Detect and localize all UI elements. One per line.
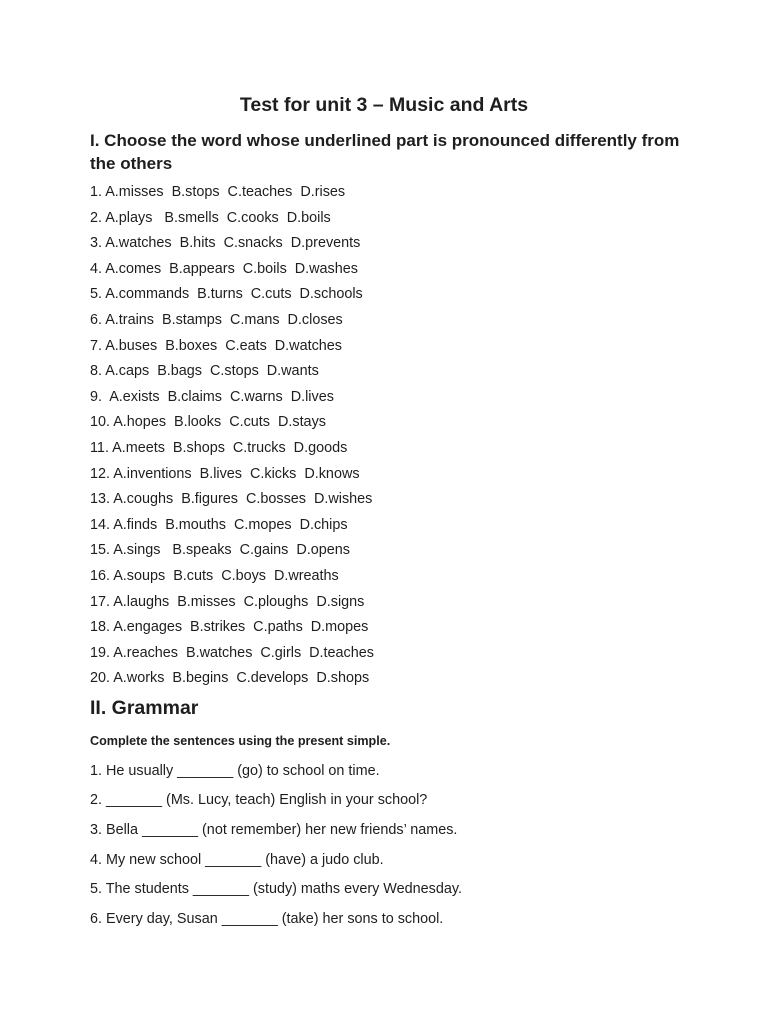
question-item: 12. A.inventions B.lives C.kicks D.knows (90, 465, 360, 482)
grammar-item: 6. Every day, Susan _______ (take) her sons to school. (90, 910, 444, 927)
question-item: 9. A.exists B.claims C.warns D.lives (90, 388, 334, 405)
grammar-item: 1. He usually _______ (go) to school on time. (90, 762, 380, 779)
grammar-item: 4. My new school _______ (have) a judo club. (90, 851, 384, 868)
question-item: 2. A.plays B.smells C.cooks D.boils (90, 209, 331, 226)
grammar-item: 2. _______ (Ms. Lucy, teach) English in your school? (90, 792, 428, 809)
question-item: 17. A.laughs B.misses C.ploughs D.signs (90, 593, 365, 610)
question-item: 10. A.hopes B.looks C.cuts D.stays (90, 414, 326, 431)
question-item: 4. A.comes B.appears C.boils D.washes (90, 260, 358, 277)
grammar-item: 3. Bella _______ (not remember) her new friends’ names. (90, 822, 458, 839)
question-item: 7. A.buses B.boxes C.eats D.watches (90, 337, 342, 354)
pronunciation-question-list (90, 180, 688, 692)
question-item: 14. A.finds B.mouths C.mopes D.chips (90, 516, 348, 533)
question-item: 8. A.caps B.bags C.stops D.wants (90, 363, 319, 380)
question-item: 20. A.works B.begins C.develops D.shops (90, 670, 370, 687)
grammar-item: 5. The students _______ (study) maths every Wednesday. (90, 881, 462, 898)
page-title: Test for unit 3 – Music and Arts (239, 94, 529, 116)
question-item: 13. A.coughs B.figures C.bosses D.wishes (90, 491, 373, 508)
grammar-exercise-list (90, 757, 688, 935)
section2-heading: II. Grammar (90, 696, 199, 719)
question-item: 5. A.commands B.turns C.cuts D.schools (90, 286, 363, 303)
question-item: 15. A.sings B.speaks C.gains D.opens (90, 542, 350, 559)
question-item: 3. A.watches B.hits C.snacks D.prevents (90, 235, 361, 252)
grammar-instruction: Complete the sentences using the present simple. (90, 733, 391, 748)
question-item: 19. A.reaches B.watches C.girls D.teaches (90, 644, 374, 661)
question-item: 1. A.misses B.stops C.teaches D.rises (90, 184, 346, 200)
question-item: 18. A.engages B.strikes C.paths D.mopes (90, 619, 369, 636)
section1-heading: I. Choose the word whose underlined part is pronounced differently from the others (90, 131, 680, 173)
question-item: 16. A.soups B.cuts C.boys D.wreaths (90, 567, 339, 584)
question-item: 6. A.trains B.stamps C.mans D.closes (90, 311, 343, 328)
question-item: 11. A.meets B.shops C.trucks D.goods (90, 439, 348, 456)
